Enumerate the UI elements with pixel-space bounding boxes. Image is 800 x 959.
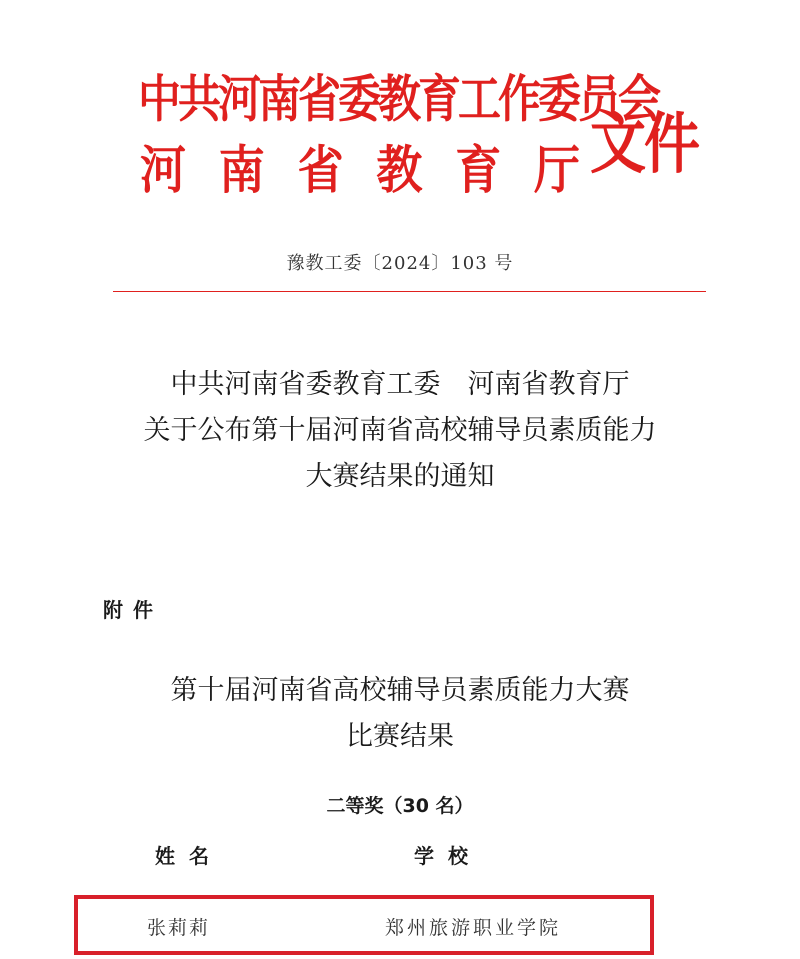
notice-title-line: 关于公布第十届河南省高校辅导员素质能力 <box>143 415 657 446</box>
notice-title <box>0 362 800 500</box>
prize-heading: 二等奖（30 名） <box>326 795 474 817</box>
table-row-name: 张莉莉 <box>147 917 211 939</box>
masthead-char: 河 <box>140 140 186 201</box>
column-header-name: 姓名 <box>155 844 223 868</box>
document-number: 豫教工委〔2024〕103 号 <box>286 253 514 274</box>
masthead-char: 教 <box>376 140 423 201</box>
table-row-school: 郑州旅游职业学院 <box>385 917 562 939</box>
attachment-label: 附件 <box>103 598 163 622</box>
masthead-char: 省 <box>297 140 344 201</box>
results-title-line: 第十届河南省高校辅导员素质能力大赛 <box>170 675 630 706</box>
masthead-line-1: 中共河南省委教育工作委员会 <box>138 70 658 130</box>
masthead-char: 育 <box>455 140 502 201</box>
notice-title-line: 大赛结果的通知 <box>305 461 495 492</box>
column-header-school: 学校 <box>414 844 482 868</box>
red-divider <box>113 291 706 292</box>
masthead-line-2 <box>140 130 580 204</box>
masthead-char: 厅 <box>533 140 580 201</box>
results-title <box>0 668 800 760</box>
results-title-line: 比赛结果 <box>346 721 454 752</box>
notice-title-line: 中共河南省委教育工委 河南省教育厅 <box>170 369 630 400</box>
masthead-char: 南 <box>218 140 265 201</box>
masthead-document-label: 文件 <box>590 106 698 183</box>
